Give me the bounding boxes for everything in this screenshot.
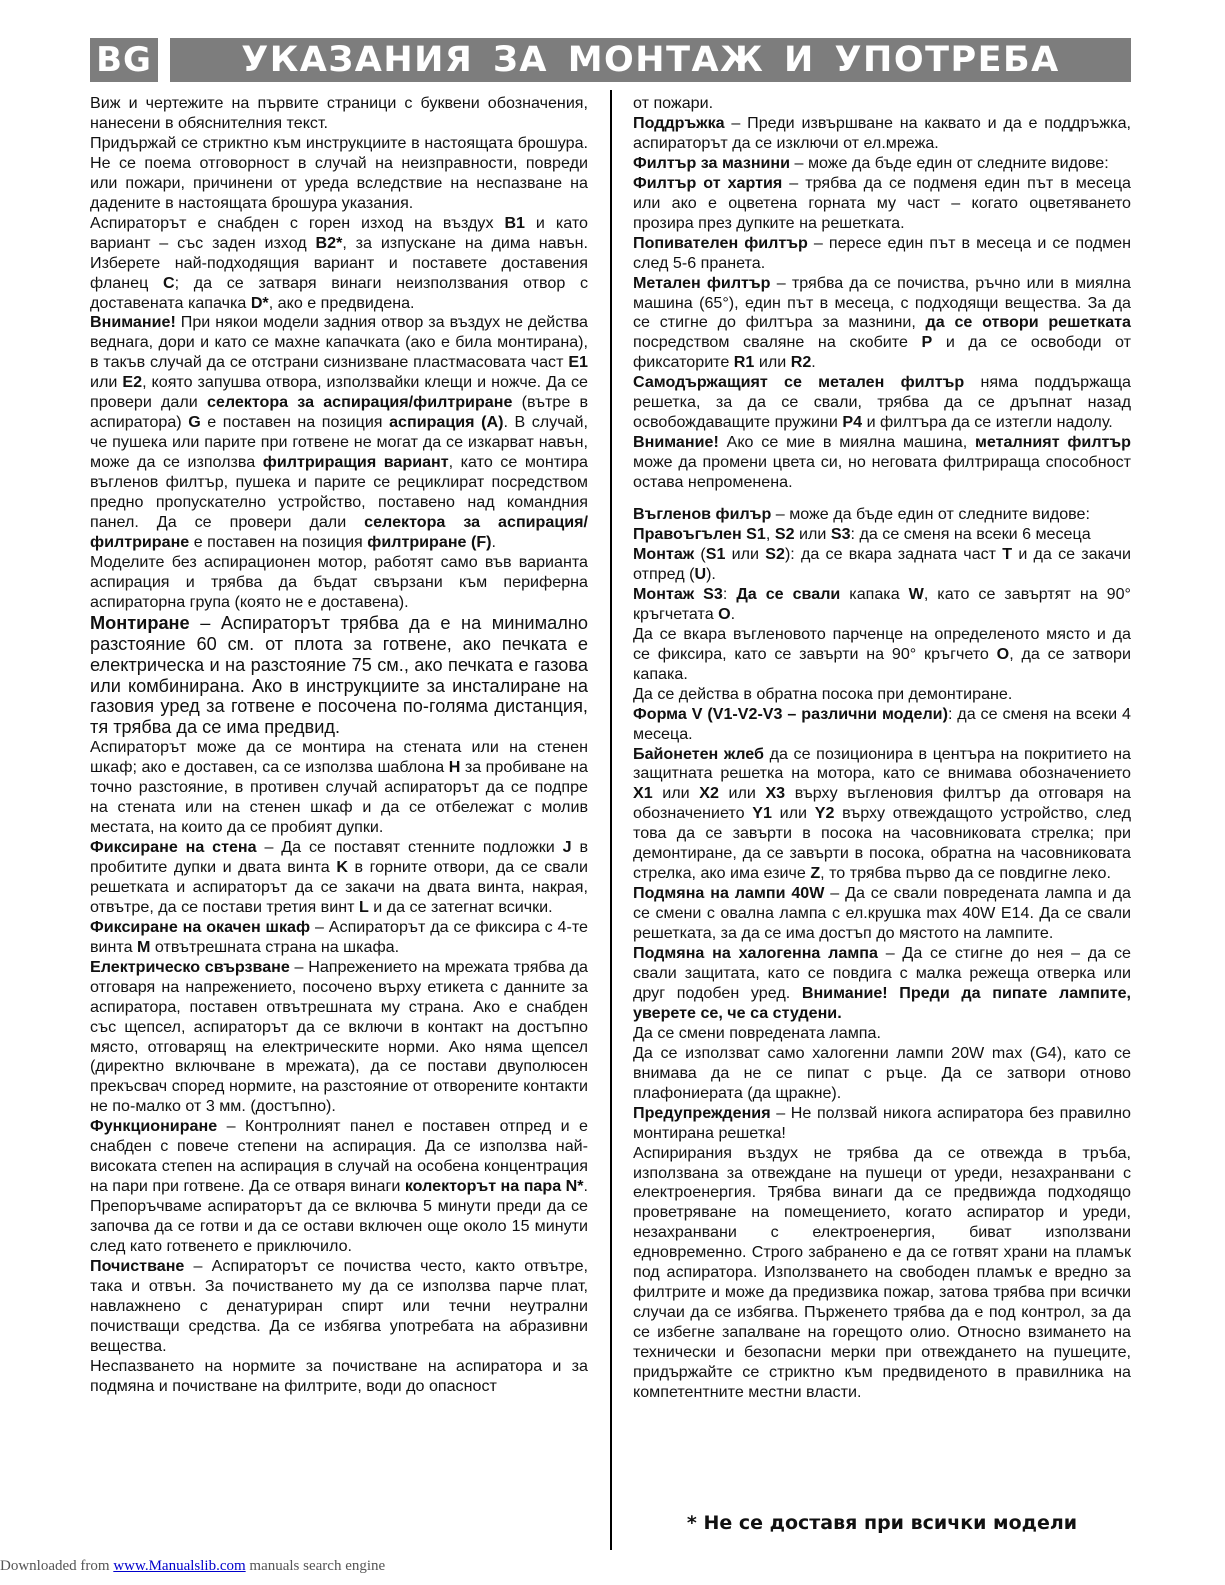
- paragraph: от пожари.: [633, 94, 714, 112]
- paragraph: Фиксиране на стена – Да се поставят стенните подложки J в пробитите дупки и двата винта K в горните отвори, да се свали решетката и аспираторът да се закачи на двата винта, накрая, отвътре, да се постави третия винт L и да се затегнат всички.: [90, 837, 588, 916]
- paragraph: Неспазването на нормите за почистване на аспиратора и за подмяна и почистване на филтрите, води до опасност: [90, 1356, 588, 1395]
- paragraph: Самодържащият се метален филтър няма поддържаща решетка, за да се свали, трябва да се дръпнат назад освобождаващите пружини P4 и филтъра да се изтегли надолу.: [633, 373, 1132, 432]
- left-column: [90, 94, 588, 1397]
- paragraph: Аспираторът е снабден с горен изход на въздух B1 и като вариант – със заден изход B2*, за изпускане на дима навън. Изберете най-подходящия вариант и поставете доставения фланец C; да се затваря винаги неизползвания отвор с доставената капачка D*, ако е предвидена.: [90, 213, 588, 312]
- column-divider: [610, 90, 612, 1550]
- paragraph: Почистване – Аспираторът се почиства често, както отвътре, така и отвън. За почистването му да се използва парче плат, навлажнено с денатуриран спирт или течни неутрални почистващи средства. Да се избягва употребата на абразивни вещества.: [90, 1257, 588, 1355]
- language-badge: BG: [90, 38, 158, 82]
- paragraph: Форма V (V1-V2-V3 – различни модели): да се сменя на всеки 4 месеца.: [633, 704, 1131, 743]
- paragraph: Да се действа в обратна посока при демонтиране.: [633, 684, 1013, 703]
- paragraph: Виж и чертежите на първите страници с буквени обозначения, нанесени в обяснителния текст.: [90, 94, 588, 132]
- paragraph: Внимание! Ако се мие в миялна машина, металният филтър може да промени цвета си, но неговата филтрираща способност остава непроменена.: [633, 433, 1131, 492]
- paragraph: Филтър от хартия – трябва да се подменя един път в месеца или ако е оцветена горната му част – когато оцветяването прозира през дупките на решетката.: [633, 173, 1131, 232]
- footnote: * Не се доставя при всички модели: [686, 1512, 1078, 1534]
- paragraph: Функциониране – Контролният панел е поставен отпред и е снабден с повече степени на аспирация. Да се използва най-високата степен на аспирация в случай на особена концентрация на пари при готвене. Да се отваря винаги колекторът на пара N*. Препоръчваме аспираторът да се включва 5 минути преди да се започва да се готви и да се остави включен още около 15 минути след като готвенето е приключило.: [90, 1117, 588, 1256]
- paragraph: Правоъгълен S1, S2 или S3: да се сменя на всеки 6 месеца: [633, 525, 1091, 544]
- paragraph: Подмяна на лампи 40W – Да се свали повредената лампа и да се смени с овална лампа с ел.крушка max 40W E14. Да се свали решетката, за да се има достъп до мястото на лампите.: [633, 884, 1131, 943]
- page-title: УКАЗАНИЯ ЗА МОНТАЖ И УПОТРЕБА: [170, 38, 1131, 82]
- paragraph: Байонетен жлеб да се позиционира в центъра на покритието на защитната решетка на мотора, като се внимава обозначението X1 или X2 или X3 върху въгленовия филтър да отговаря на обозначението Y1 или Y2 върху отвеждащото устройство, след това да се завърти в посока на часовниковата стрелка; при демонтиране, да се завърти в посока, обратна на часовниковата стрелка, ако има езиче Z, то трябва първо да се повдигне леко.: [633, 744, 1131, 883]
- paragraph: Монтаж (S1 или S2): да се вкара задната част T и да се закачи отпред (U).: [633, 544, 1131, 583]
- right-column: [633, 94, 1131, 1403]
- paragraph: Въгленов филър – може да бъде един от следните видове:: [633, 505, 1090, 524]
- paragraph: Внимание! При някои модели задния отвор за въздух не действа веднага, дори и като се махне капачката (ако е била монтирана), в такъв случай да се отстрани сизнизване пластмасовата част E1 или E2, която запушва отвора, използвайки клещи и ножче. Да се провери дали селектора за аспирация/филтриране (вътре в аспиратора) G е поставен на позиция аспирация (А). В случай, че пушека или парите при готвене не могат да се изкарват навън, може да се използва филтриращия вариант, като се монтира въгленов филтър, пушека и парите се рециклират посредством предно пропускателно устройство, поставено над командния панел. Да се провери дали селектора за аспирация/ филтриране е поставен на позиция филтриране (F).: [90, 313, 589, 551]
- paragraph: Филтър за мазнини – може да бъде един от следните видове:: [633, 153, 1109, 172]
- paragraph: Монтаж S3: Да се свали капака W, като се завъртят на 90° кръгчетата O.: [633, 584, 1131, 623]
- paragraph: Да се вкара въгленовото парченце на определеното място и да се фиксира, като се завърти на 90° кръгчето O, да се затвори капака.: [633, 624, 1131, 683]
- page-header: [90, 38, 1131, 82]
- paragraph: Моделите без аспирационен мотор, работят само във варианта аспирация и трябва да бъдат свързани към периферна аспираторна група (която не е доставена).: [90, 552, 588, 611]
- paragraph: Метален филтър – трябва да се почиства, ръчно или в миялна машина (65°), един път в месеца, с подходящи вещества. За да се стигне до филтъра за мазнини, да се отвори решетката посредством сваляне на скобите P и да се освободи от фиксаторите R1 или R2.: [633, 273, 1131, 372]
- download-footer: Downloaded from www.Manualslib.com manuals search engine: [0, 1558, 386, 1574]
- paragraph: Електрическо свързване – Напрежението на мрежата трябва да отговаря на напрежението, посочено върху етикета с данните за аспиратора, поставен отвътрешната му страна. Ако е снабден със щепсел, аспираторът да се включи в контакт на достъпно място, отговарящ на електрическите норми. Ако няма щепсел (директно включване в мрежата), да се постави двуполюсен прекъсвач според нормите, на разстояние от отворените контакти не по-малко от 3 мм. (достъпно).: [90, 957, 588, 1116]
- paragraph: Поддръжка – Преди извършване на каквато и да е поддръжка, аспираторът да се изключи от ел.мрежа.: [633, 113, 1131, 152]
- manualslib-link[interactable]: www.Manualslib.com: [113, 1558, 246, 1574]
- paragraph: Аспираторът може да се монтира на стената или на стенен шкаф; ако е доставен, са се използва шаблона H за пробиване на точно разстояние, в противен случай аспираторът да се подпре на стената или на стенен шкаф и да се отбележат с молив местата, на които да се пробият дупки.: [90, 738, 588, 837]
- paragraph: Придържай се стриктно към инструкциите в настоящата брошура. Не се поема отговорност в случай на неизправности, повреди или пожари, причинени от уреда вследствие на неспазване на дадените в настоящата брошура указания.: [90, 133, 588, 212]
- paragraph: Да се използват само халогенни лампи 20W max (G4), като се внимава да не се пипат с ръце. Да се затвори отново плафониерата (да щракне).: [633, 1043, 1131, 1102]
- paragraph: Да се смени повредената лампа.: [633, 1023, 881, 1042]
- paragraph-mounting: Монтиране – Аспираторът трябва да е на минимално разстояние 60 см. от плота за готвене, ако печката е електрическа и на разстояние 75 см., ако печката е газова или комбинирана. Ако в инструкциите за инсталиране на газовия уред за готвене е посочена по-голяма дистанция, тя трябва да се има предвид.: [90, 612, 588, 738]
- paragraph: Подмяна на халогенна лампа – Да се стигне до нея – да се свали защитата, като се повдига с малка режеща отверка или друг подобен уред. Внимание! Преди да пипате лампите, уверете се, че са студени.: [633, 944, 1132, 1022]
- paragraph: Попивателен филтър – пересе един път в месеца и се подмен след 5-6 пранета.: [633, 233, 1131, 272]
- paragraph: Фиксиране на окачен шкаф – Аспираторът да се фиксира с 4-те винта M отвътрешната страна на шкафа.: [90, 917, 588, 956]
- paragraph: Предупреждения – Не ползвай никога аспиратора без правилно монтирана решетка!: [633, 1103, 1131, 1142]
- paragraph: Аспирирания въздух не трябва да се отвежда в тръба, използвана за отвеждане на пушеци от уреди, незахранвани с електроенергия. Трябва винаги да се предвижда подходящо проветряване на помещението, когато аспиратор и уреди, незахранвани с електроенергия, биват използвани едновременно. Строго забранено е да се готвят храни на пламък под аспиратора. Използването на свободен пламък е вредно за филтрите и може да предизвика пожар, затова трябва при всички случаи да се избягва. Пърженето трябва да е под контрол, за да се избегне запалване на горещото олио. Относно взимането на технически и безопасни мерки при отвеждането на пушеците, придържайте се стриктно към предвиденото в правилника на компетентните местни власти.: [633, 1143, 1131, 1401]
